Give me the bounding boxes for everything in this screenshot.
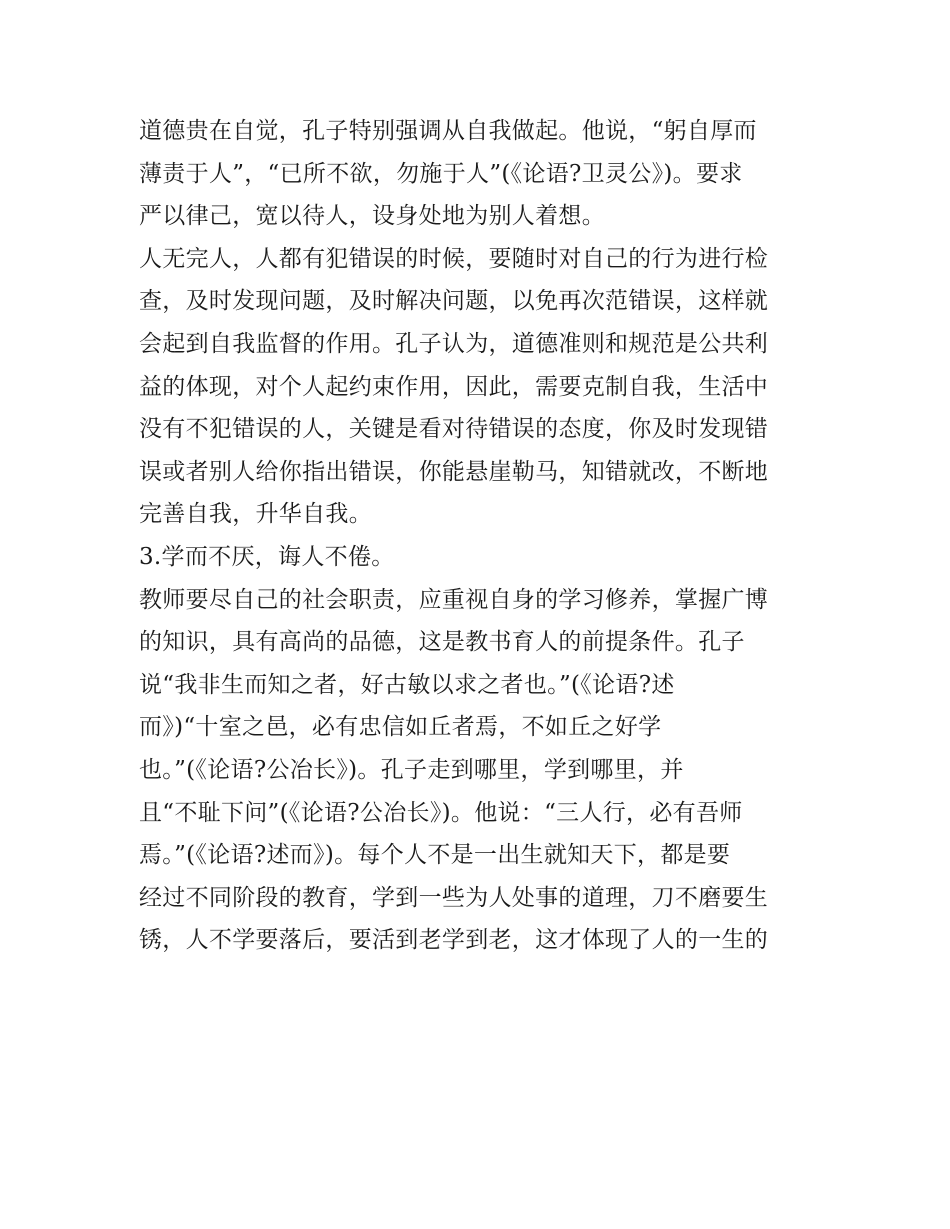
- section-heading: 3.学而不厌，诲人不倦。: [139, 543, 395, 570]
- text-line: 而》)“十室之邑，必有忠信如丘者焉，不如丘之好学: [139, 714, 662, 741]
- text-line: 的知识，具有高尚的品德，这是教书育人的前提条件。孔子: [139, 629, 745, 656]
- text-line: 也。”(《论语?公冶长》)。孔子走到哪里，学到哪里，并: [139, 756, 684, 783]
- text-line: 经过不同阶段的教育，学到一些为人处事的道理，刀不磨要生: [139, 884, 769, 911]
- text-line: 没有不犯错误的人，关键是看对待错误的态度，你及时发现错: [139, 416, 769, 443]
- document-body: [139, 110, 839, 962]
- text-line: 人无完人，人都有犯错误的时候，要随时对自己的行为进行检: [139, 245, 769, 272]
- text-line: 会起到自我监督的作用。孔子认为，道德准则和规范是公共利: [139, 330, 769, 357]
- text-line: 完善自我，升华自我。: [139, 501, 372, 528]
- text-line: 薄责于人”，“已所不欲，勿施于人”(《论语?卫灵公》)。要求: [139, 160, 743, 187]
- text-line: 教师要尽自己的社会职责，应重视自身的学习修养，掌握广博: [139, 586, 769, 613]
- text-line: 严以律己，宽以待人，设身处地为别人着想。: [139, 203, 605, 230]
- text-line: 道德贵在自觉，孔子特别强调从自我做起。他说，“躬自厚而: [139, 118, 757, 144]
- text-line: 查，及时发现问题，及时解决问题，以免再次范错误，这样就: [139, 288, 769, 315]
- text-line: 误或者别人给你指出错误，你能悬崖勒马，知错就改，不断地: [139, 458, 769, 485]
- text-line: 且“不耻下问”(《论语?公冶长》)。他说：“三人行，必有吾师: [139, 799, 743, 826]
- text-line: 锈，人不学要落后，要活到老学到老，这才体现了人的一生的: [139, 927, 769, 954]
- text-line: 益的体现，对个人起约束作用，因此，需要克制自我，生活中: [139, 373, 769, 400]
- text-line: 焉。”(《论语?述而》)。每个人不是一出生就知天下，都是要: [139, 842, 731, 869]
- text-line: 说“我非生而知之者，好古敏以求之者也。”(《论语?述: [139, 671, 675, 698]
